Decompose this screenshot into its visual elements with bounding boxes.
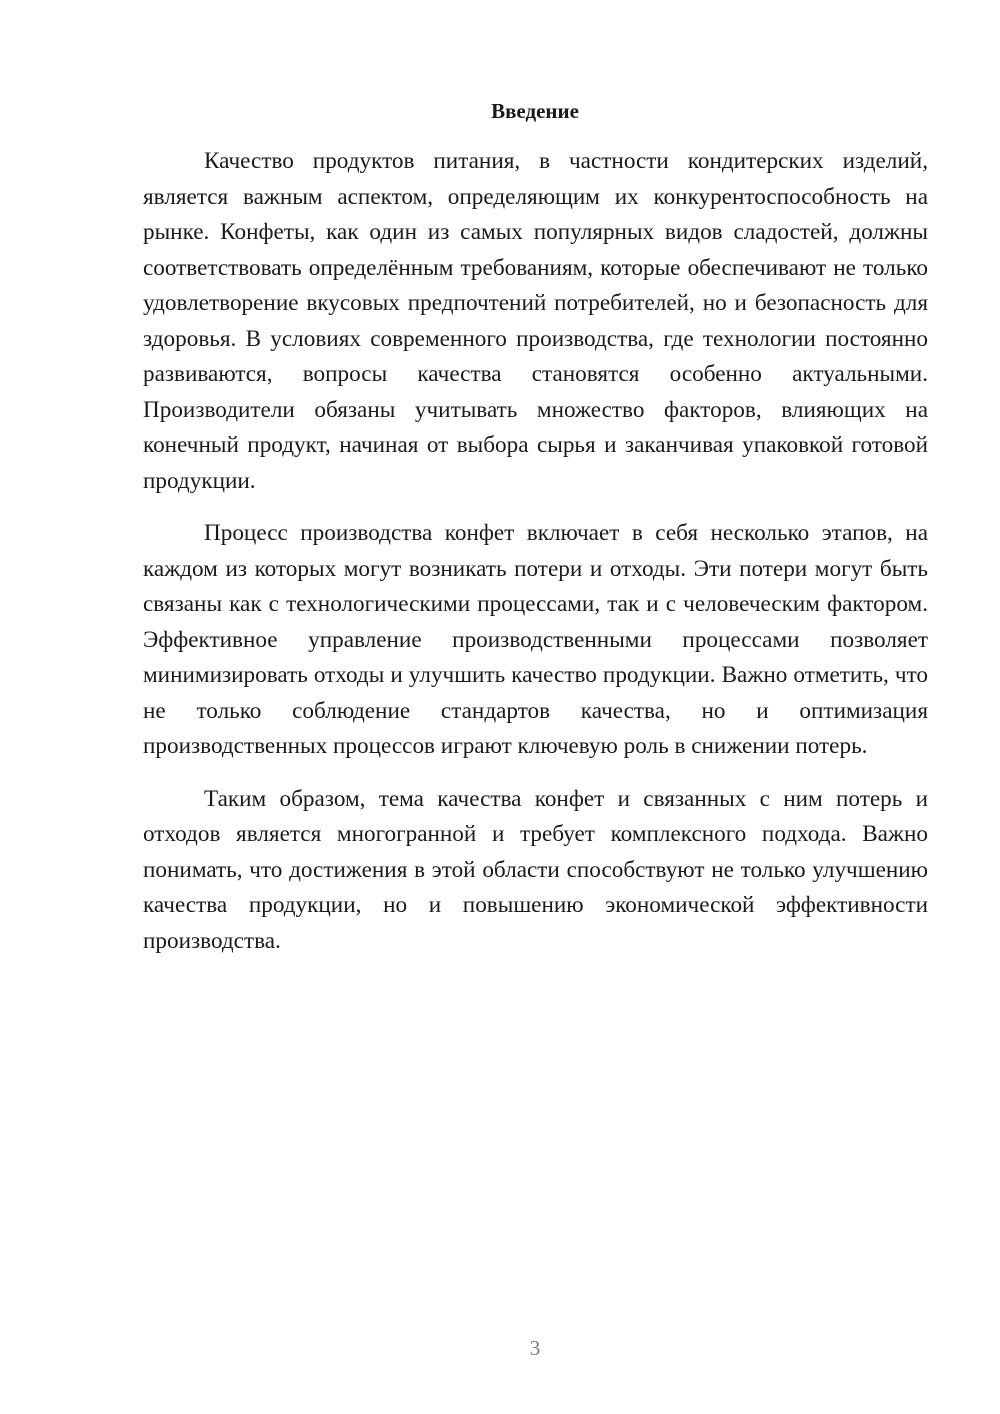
- page-number: 3: [529, 1336, 541, 1360]
- paragraph-1: Качество продуктов питания, в частности кондитерских изделий, является важным аспектом, определяющим их конкурентоспособность на рынке. Конфеты, как один из самых популярных видов сладостей, должны соответствовать определённым требованиям, которые обеспечивают не только удовлетворение вкусовых предпочтений потребителей, но и безопасность для здоровья. В условиях современного производства, где технологии постоянно развиваются, вопросы качества становятся особенно актуальными. Производители обязаны учитывать множество факторов, влияющих на конечный продукт, начиная от выбора сырья и заканчивая упаковкой готовой продукции.: [143, 148, 928, 494]
- section-heading: Введение: [491, 99, 579, 123]
- paragraph-3: Таким образом, тема качества конфет и связанных с ним потерь и отходов является многогранной и требует комплексного подхода. Важно понимать, что достижения в этой области способствуют не только улучшению качества продукции, но и повышению экономической эффективности производства.: [143, 785, 928, 954]
- body-text: [143, 144, 928, 959]
- paragraph-2: Процесс производства конфет включает в себя несколько этапов, на каждом из которых могут возникать потери и отходы. Эти потери могут быть связаны как с технологическими процессами, так и с человеческим фактором. Эффективное управление производственными процессами позволяет минимизировать отходы и улучшить качество продукции. Важно отметить, что не только соблюдение стандартов качества, но и оптимизация производственных процессов играют ключевую роль в снижении потерь.: [143, 520, 928, 759]
